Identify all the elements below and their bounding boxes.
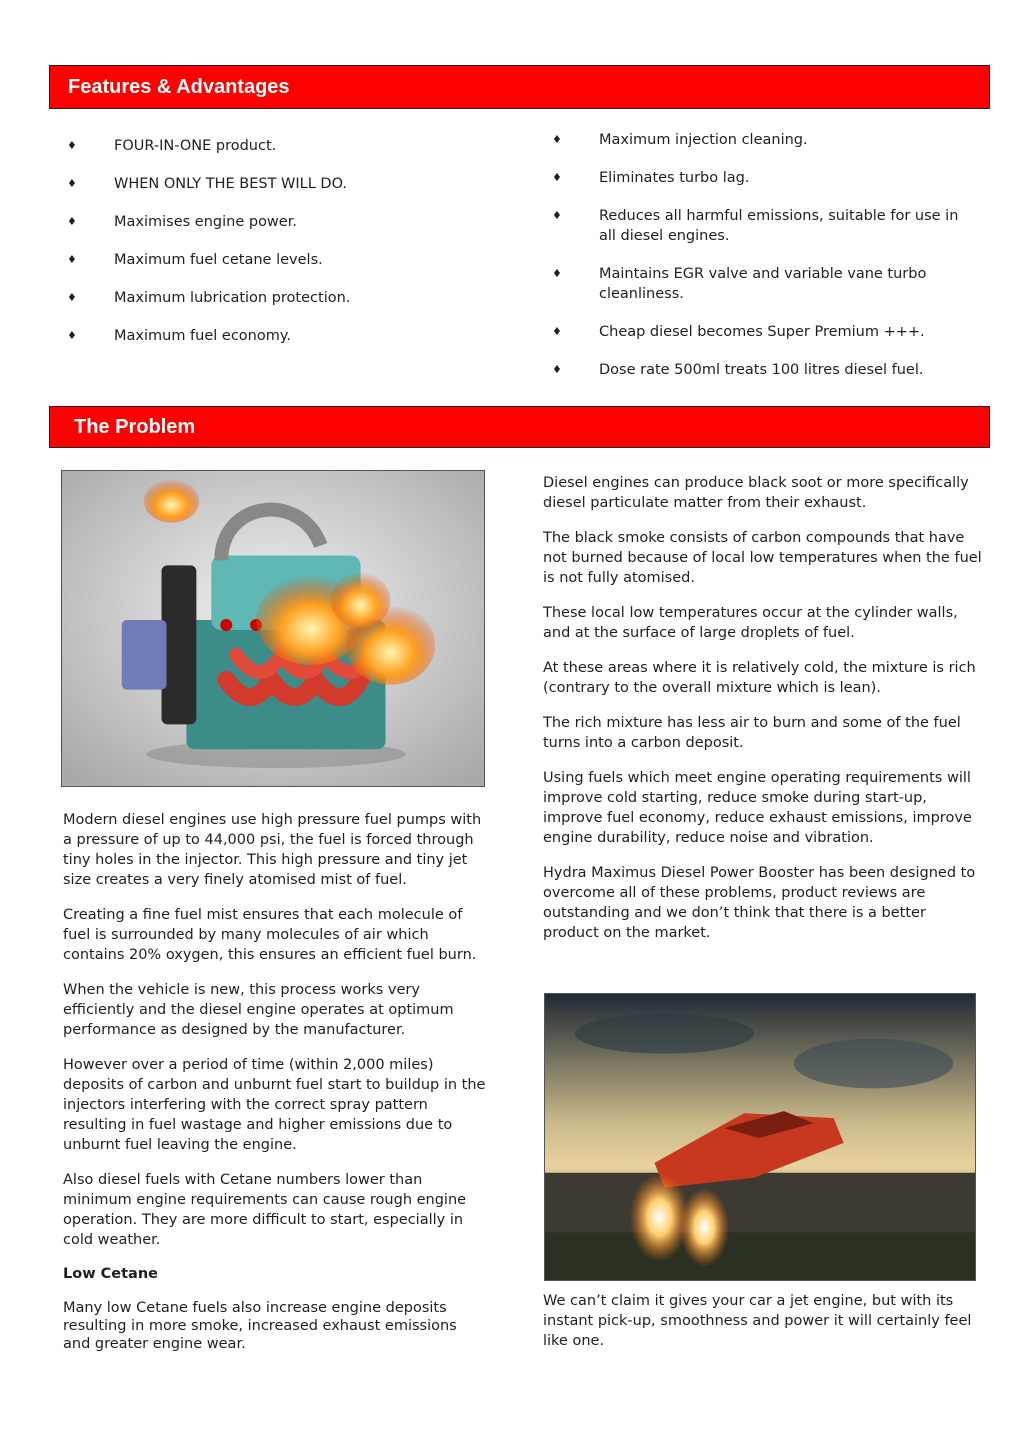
feature-item: ♦ Maintains EGR valve and variable vane turbo cleanliness. <box>552 266 927 302</box>
car-image-caption: We can’t claim it gives your car a jet engine, but with its instant pick-up, smoothness and power it will certainly feel like one. <box>543 1293 972 1349</box>
low-cetane-heading: Low Cetane <box>63 1266 158 1282</box>
diamond-bullet-icon: ♦ <box>552 171 562 184</box>
diamond-bullet-icon: ♦ <box>67 215 77 228</box>
feature-item: ♦ Reduces all harmful emissions, suitable for use in all diesel engines. <box>552 208 959 244</box>
paragraph: The rich mixture has less air to burn and some of the fuel turns into a carbon deposit. <box>543 715 961 751</box>
features-list-left <box>67 136 487 364</box>
paragraph: Modern diesel engines use high pressure fuel pumps with a pressure of up to 44,000 psi, the fuel is forced through tiny holes in the injector. This high pressure and tiny jet size creates a very finely atomised mist of fuel. <box>63 812 482 888</box>
problem-left-column <box>63 810 488 1368</box>
feature-item: ♦ Maximises engine power. <box>67 214 297 230</box>
diamond-bullet-icon: ♦ <box>67 139 77 152</box>
features-heading-banner <box>49 65 990 109</box>
diamond-bullet-icon: ♦ <box>552 133 562 146</box>
problem-heading: The Problem <box>74 416 196 438</box>
paragraph: However over a period of time (within 2,000 miles) deposits of carbon and unburnt fuel start to buildup in the injectors interfering with the correct spray pattern resulting in fuel wastage and higher emissions due to unburnt fuel leaving the engine. <box>63 1057 486 1153</box>
paragraph: The black smoke consists of carbon compounds that have not burned because of local low temperatures when the fuel is not fully atomised. <box>543 530 982 586</box>
feature-item: ♦ Dose rate 500ml treats 100 litres diesel fuel. <box>552 362 924 378</box>
low-cetane-paragraph: Many low Cetane fuels also increase engine deposits resulting in more smoke, increased exhaust emissions and greater engine wear. <box>63 1300 457 1352</box>
flaming-engine-image <box>61 470 485 787</box>
diamond-bullet-icon: ♦ <box>552 363 562 376</box>
feature-item: ♦ Cheap diesel becomes Super Premium +++. <box>552 324 925 340</box>
features-list-right <box>552 130 972 398</box>
flying-car-image <box>544 993 976 1281</box>
diamond-bullet-icon: ♦ <box>552 267 562 280</box>
paragraph: Creating a fine fuel mist ensures that each molecule of fuel is surrounded by many molecules of air which contains 20% oxygen, this ensures an efficient fuel burn. <box>63 907 477 963</box>
feature-item: ♦ Eliminates turbo lag. <box>552 170 750 186</box>
paragraph: These local low temperatures occur at the cylinder walls, and at the surface of large droplets of fuel. <box>543 605 958 641</box>
paragraph: Also diesel fuels with Cetane numbers lower than minimum engine requirements can cause rough engine operation. They are more difficult to start, especially in cold weather. <box>63 1172 467 1248</box>
feature-item: ♦ Maximum fuel economy. <box>67 328 291 344</box>
problem-right-column <box>543 473 983 958</box>
feature-item: ♦ Maximum lubrication protection. <box>67 290 351 306</box>
paragraph: Diesel engines can produce black soot or more specifically diesel particulate matter from their exhaust. <box>543 475 969 511</box>
diamond-bullet-icon: ♦ <box>552 209 562 222</box>
paragraph: When the vehicle is new, this process works very efficiently and the diesel engine operates at optimum performance as designed by the manufacturer. <box>63 982 454 1038</box>
diamond-bullet-icon: ♦ <box>67 291 77 304</box>
paragraph: Using fuels which meet engine operating requirements will improve cold starting, reduce smoke during start-up, improve fuel economy, reduce exhaust emissions, improve engine durability, reduce noise and vibration. <box>543 770 972 846</box>
feature-item: ♦ WHEN ONLY THE BEST WILL DO. <box>67 176 348 192</box>
feature-item: ♦ FOUR-IN-ONE product. <box>67 138 277 154</box>
diamond-bullet-icon: ♦ <box>67 177 77 190</box>
paragraph: At these areas where it is relatively cold, the mixture is rich (contrary to the overall mixture which is lean). <box>543 660 976 696</box>
problem-heading-banner <box>49 406 990 448</box>
paragraph: Hydra Maximus Diesel Power Booster has been designed to overcome all of these problems, product reviews are outstanding and we don’t think that there is a better product on the market. <box>543 865 976 941</box>
diamond-bullet-icon: ♦ <box>67 329 77 342</box>
feature-item: ♦ Maximum fuel cetane levels. <box>67 252 323 268</box>
feature-item: ♦ Maximum injection cleaning. <box>552 132 808 148</box>
diamond-bullet-icon: ♦ <box>552 325 562 338</box>
features-heading: Features & Advantages <box>68 76 290 98</box>
diamond-bullet-icon: ♦ <box>67 253 77 266</box>
